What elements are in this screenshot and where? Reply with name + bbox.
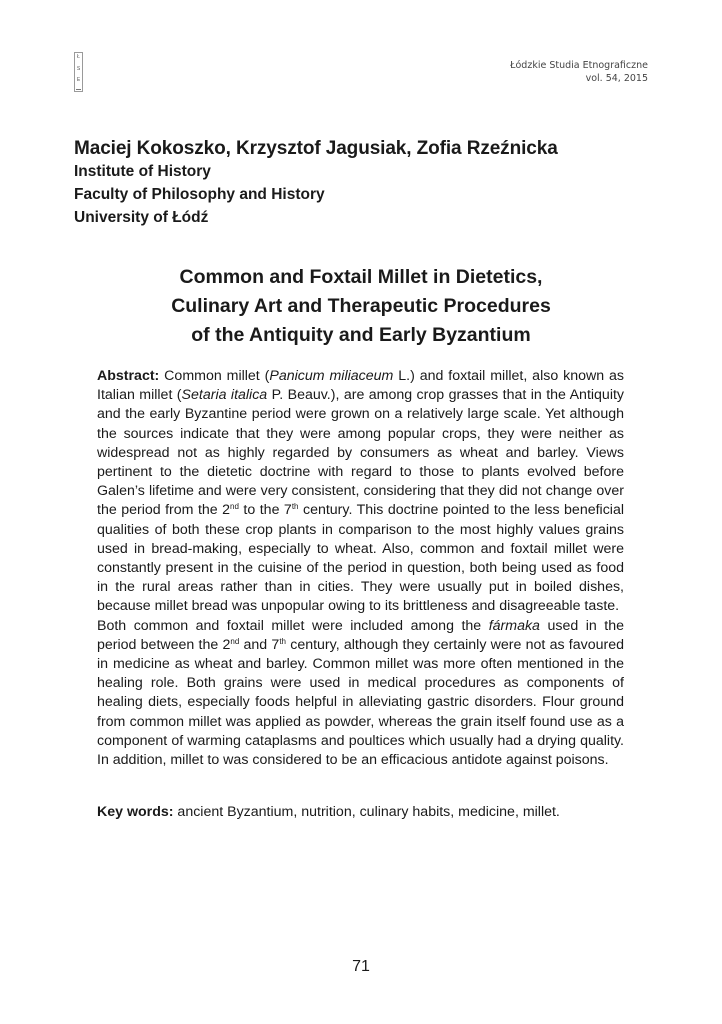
abstract-text: century, although they certainly were not as favoured in medicine as wheat and barley. Common millet was more often mentioned in the healing role. Both grains were used in medical procedures as components of healing diets, especially foods helpful in alleviating gastric disorders. Flour ground from common millet was applied as powder, whereas the grain itself found use as a component of warming cataplasms and poultices which usually had a drying quality. In addition, millet to was considered to be an efficacious antidote against poisons. — [97, 636, 624, 769]
ordinal-suffix: nd — [230, 502, 239, 512]
keywords-text: ancient Byzantium, nutrition, culinary habits, medicine, millet. — [173, 804, 560, 820]
affiliation-institute: Institute of History — [74, 163, 211, 180]
logo-letter: S — [76, 65, 81, 72]
abstract-text: P. Beauv.), are among crop grasses that in the Antiquity and the early Byzantine period were grown on a relatively large scale. Yet although the sources indicate that they were among popular crops, they were neither as widespread not as highly regarded by consumers as wheat and barley. Views pertinent to the dietetic doctrine with regard to those to plants evolved before Galen’s lifetime and were very consistent, considering that they did not change over the period from the 2 — [97, 387, 625, 519]
title-line: Culinary Art and Therapeutic Procedures — [171, 295, 551, 317]
abstract-text: and 7 — [239, 636, 280, 653]
abstract-paragraph-1 — [97, 367, 624, 617]
keywords-label: Key words: — [97, 804, 174, 820]
abstract — [97, 367, 624, 770]
journal-header — [510, 59, 648, 85]
logo-letter: E — [76, 77, 81, 84]
journal-name: Łódzkie Studia Etnograficzne — [510, 60, 648, 71]
abstract-text: Common millet ( — [159, 368, 270, 384]
abstract-label: Abstract: — [97, 368, 160, 384]
logo-bar — [76, 89, 81, 90]
title-line: Common and Foxtail Millet in Dietetics, — [179, 266, 543, 288]
abstract-text: century. This doctrine pointed to the less beneficial qualities of both these crop plants in comparison to the most highly values grains used in bread-making, especially to wheat. Also, common and foxtail millet were constantly present in the cuisine of the period in question, both being used as food in the rural areas rather than in cities. They were usually put in boiled dishes, because millet bread was unpopular owing to its brittleness and disagreeable taste. — [97, 502, 624, 615]
affiliation-faculty: Faculty of Philosophy and History — [74, 186, 325, 203]
ordinal-suffix: nd — [230, 636, 240, 646]
keywords — [97, 803, 657, 822]
species-name: Panicum miliaceum — [269, 368, 394, 384]
logo-letter: Ł — [77, 54, 80, 60]
paper-title — [0, 263, 722, 350]
abstract-text: to the 7 — [238, 502, 292, 519]
abstract-text: used in the period between the 2 — [97, 617, 625, 653]
abstract-paragraph-2 — [97, 617, 624, 771]
greek-term: fármaka — [488, 617, 540, 634]
title-line: of the Antiquity and Early Byzantium — [191, 324, 531, 346]
authors: Maciej Kokoszko, Krzysztof Jagusiak, Zofia Rzeźnicka — [74, 138, 558, 159]
abstract-text: L.) and foxtail millet, also known as Italian millet ( — [97, 368, 625, 404]
journal-logo — [74, 52, 83, 92]
page-number: 71 — [352, 958, 370, 975]
affiliation-university: University of Łódź — [74, 209, 209, 226]
species-name: Setaria italica — [181, 387, 268, 404]
abstract-text: Both common and foxtail millet were included among the — [97, 617, 489, 634]
ordinal-suffix: th — [291, 502, 299, 512]
ordinal-suffix: th — [279, 636, 286, 646]
journal-volume: vol. 54, 2015 — [585, 73, 648, 84]
